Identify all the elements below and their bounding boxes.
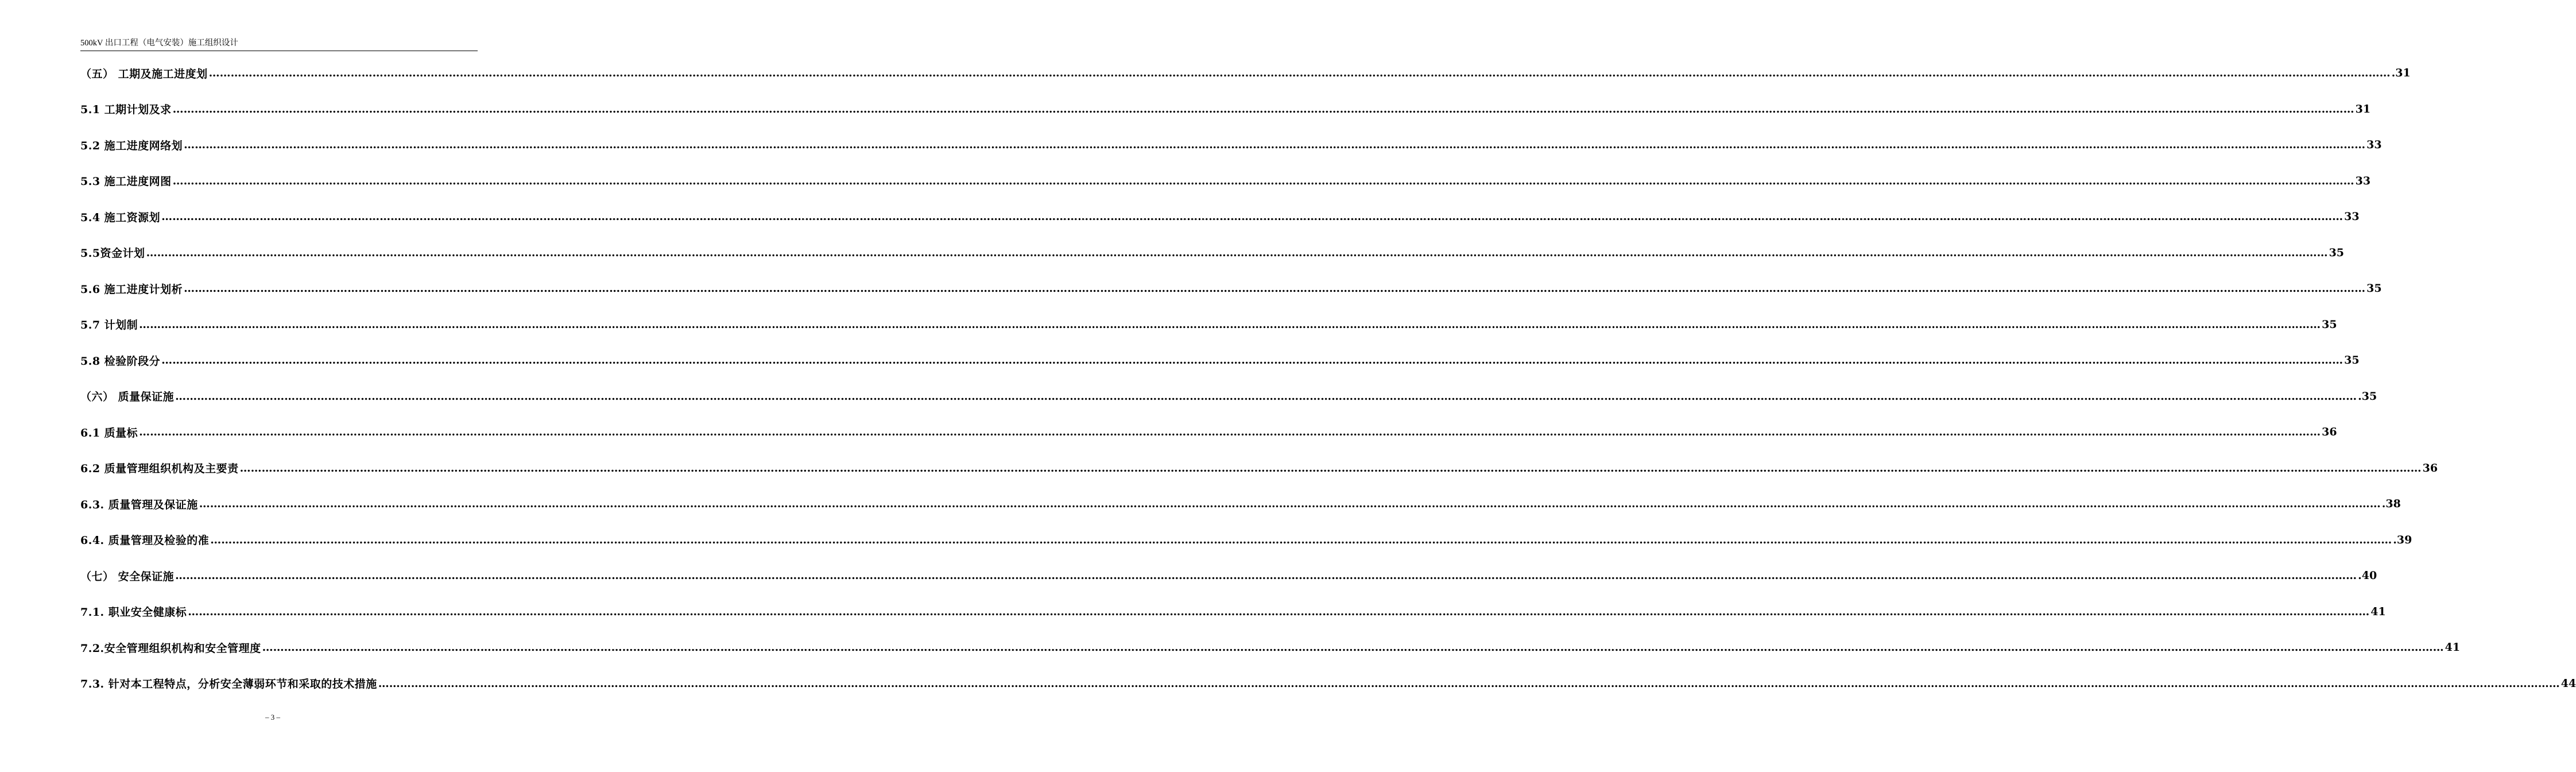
toc-entry[interactable] bbox=[80, 379, 2377, 415]
toc-entry[interactable] bbox=[80, 163, 2371, 199]
toc-leader-dots: …………………………………………………………………………………………………………………………………………………………………………………………………………………………………………………………………………………………………………………………………………………………………………………………………………………………………………………………………………………………………………………………………………………… bbox=[139, 318, 2321, 331]
toc-entry[interactable] bbox=[80, 235, 2345, 271]
toc-leader-dots: …………………………………………………………………………………………………………………………………………………………………………………………………………………………………………………………………………………………………………………………………………………………………………………………………………………………………………………………………………………………………………………………………………………… bbox=[184, 282, 2366, 295]
toc-entry-page: 35 bbox=[2322, 318, 2337, 331]
toc-leader-dots: …………………………………………………………………………………………………………………………………………………………………………………………………………………………………………………………………………………………………………………………………………………………………………………………………………………………………………………………………………………………………………………………………………………… bbox=[146, 246, 2328, 259]
toc-entry[interactable] bbox=[80, 55, 2411, 91]
toc-entry[interactable] bbox=[80, 630, 2461, 666]
toc-entry-label: 6.3. 质量管理及保证施 bbox=[80, 498, 198, 511]
toc-entry-page: 33 bbox=[2366, 138, 2382, 152]
toc-entry-label: 6.1 质量标 bbox=[80, 426, 138, 439]
toc-leader-dots: …………………………………………………………………………………………………………………………………………………………………………………………………………………………………………………………………………………………………………………………………………………………………………………………………………………………………………………………………………………………………………………………………………………… bbox=[175, 389, 2357, 403]
toc-entry-page: .31 bbox=[2391, 67, 2411, 80]
toc-entry[interactable] bbox=[80, 199, 2360, 235]
toc-entry-label: 5.3 施工进度网图 bbox=[80, 175, 172, 188]
toc-entry-page: 36 bbox=[2322, 426, 2337, 439]
toc-entry-page: 31 bbox=[2355, 102, 2371, 115]
toc-entry[interactable] bbox=[80, 414, 2337, 450]
toc-entry[interactable] bbox=[80, 486, 2401, 522]
toc-leader-dots: …………………………………………………………………………………………………………………………………………………………………………………………………………………………………………………………………………………………………………………………………………………………………………………………………………………………………………………………………………………………………………………………………………………… bbox=[188, 605, 2370, 618]
toc-entry-label: 7.1. 职业安全健康标 bbox=[80, 606, 187, 619]
toc-entry-page: 44 bbox=[2560, 677, 2576, 690]
toc-entry-page: 33 bbox=[2355, 174, 2371, 187]
toc-leader-dots: …………………………………………………………………………………………………………………………………………………………………………………………………………………………………………………………………………………………………………………………………………………………………………………………………………………………………………………………………………………………………………………………………………………… bbox=[184, 138, 2366, 152]
toc-entry-label: 5.6 施工进度计划析 bbox=[80, 283, 183, 296]
toc-leader-dots: …………………………………………………………………………………………………………………………………………………………………………………………………………………………………………………………………………………………………………………………………………………………………………………………………………………………………………………………………………………………………………………………………………………… bbox=[239, 461, 2422, 474]
toc-entry-label: 7.3. 针对本工程特点，分析安全薄弱环节和采取的技术措施 bbox=[80, 678, 377, 691]
toc-entry[interactable] bbox=[80, 522, 2412, 558]
toc-leader-dots: …………………………………………………………………………………………………………………………………………………………………………………………………………………………………………………………………………………………………………………………………………………………………………………………………………………………………………………………………………………………………………………………………………………… bbox=[210, 533, 2392, 546]
toc-leader-dots: …………………………………………………………………………………………………………………………………………………………………………………………………………………………………………………………………………………………………………………………………………………………………………………………………………………………………………………………………………………………………………………………………………………… bbox=[172, 102, 2354, 115]
toc-entry-label: （七） 安全保证施 bbox=[80, 570, 175, 583]
toc-leader-dots: …………………………………………………………………………………………………………………………………………………………………………………………………………………………………………………………………………………………………………………………………………………………………………………………………………………………………………………………………………………………………………………………………………………… bbox=[139, 426, 2321, 439]
toc-entry-page: 36 bbox=[2422, 461, 2438, 474]
toc-entry-label: （五） 工期及施工进度划 bbox=[80, 67, 208, 80]
toc-entry-label: 6.4. 质量管理及检验的准 bbox=[80, 534, 210, 547]
toc-entry[interactable] bbox=[80, 558, 2377, 594]
toc-entry-page: .39 bbox=[2393, 533, 2412, 546]
toc-entry-page: 35 bbox=[2329, 246, 2345, 259]
toc-leader-dots: …………………………………………………………………………………………………………………………………………………………………………………………………………………………………………………………………………………………………………………………………………………………………………………………………………………………………………………………………………………………………………………………………………………… bbox=[199, 497, 2381, 511]
toc-leader-dots: …………………………………………………………………………………………………………………………………………………………………………………………………………………………………………………………………………………………………………………………………………………………………………………………………………………………………………………………………………………………………………………………………………………… bbox=[262, 641, 2444, 654]
toc-entry-page: 33 bbox=[2344, 210, 2360, 223]
toc-entry-page: .35 bbox=[2358, 389, 2377, 403]
toc-entry[interactable] bbox=[80, 666, 2576, 702]
toc-entry-label: 6.2 质量管理组织机构及主要责 bbox=[80, 462, 239, 476]
toc-entry-page: 35 bbox=[2344, 354, 2360, 367]
toc-entry-page: 35 bbox=[2366, 282, 2382, 295]
toc-entry[interactable] bbox=[80, 342, 2360, 379]
toc-entry-label: 5.8 检验阶段分 bbox=[80, 354, 161, 368]
toc-leader-dots: …………………………………………………………………………………………………………………………………………………………………………………………………………………………………………………………………………………………………………………………………………………………………………………………………………………………………………………………………………………………………………………………………………………… bbox=[161, 210, 2343, 223]
toc-leader-dots: …………………………………………………………………………………………………………………………………………………………………………………………………………………………………………………………………………………………………………………………………………………………………………………………………………………………………………………………………………………………………………………………………………………… bbox=[175, 569, 2357, 582]
toc-entry[interactable] bbox=[80, 271, 2382, 307]
toc-entry-page: .40 bbox=[2358, 569, 2377, 582]
toc-entry[interactable] bbox=[80, 127, 2382, 163]
toc-leader-dots: …………………………………………………………………………………………………………………………………………………………………………………………………………………………………………………………………………………………………………………………………………………………………………………………………………………………………………………………………………………………………………………………………………………… bbox=[161, 354, 2343, 367]
toc-entry[interactable] bbox=[80, 307, 2337, 343]
toc-leader-dots: …………………………………………………………………………………………………………………………………………………………………………………………………………………………………………………………………………………………………………………………………………………………………………………………………………………………………………………………………………………………………………………………………………………… bbox=[208, 67, 2391, 80]
running-header: 500kV 出口工程（电气安装）施工组织设计 bbox=[80, 38, 238, 48]
toc-entry-page: .38 bbox=[2381, 497, 2401, 511]
toc-entry-label: 5.2 施工进度网络划 bbox=[80, 139, 183, 152]
toc-entry[interactable] bbox=[80, 450, 2438, 487]
toc-entry-label: 5.7 计划制 bbox=[80, 319, 138, 332]
toc-entry-label: 5.5资金计划 bbox=[80, 247, 145, 260]
toc-entry[interactable] bbox=[80, 91, 2371, 128]
toc-entry-label: 5.4 施工资源划 bbox=[80, 211, 161, 224]
table-of-contents bbox=[80, 55, 2576, 701]
toc-entry-label: （六） 质量保证施 bbox=[80, 391, 175, 404]
toc-entry[interactable] bbox=[80, 594, 2386, 630]
toc-entry-label: 7.2.安全管理组织机构和安全管理度 bbox=[80, 642, 261, 655]
page-number: – 3 – bbox=[265, 713, 280, 721]
toc-entry-page: 41 bbox=[2370, 605, 2386, 618]
toc-entry-page: 41 bbox=[2445, 641, 2461, 654]
toc-leader-dots: …………………………………………………………………………………………………………………………………………………………………………………………………………………………………………………………………………………………………………………………………………………………………………………………………………………………………………………………………………………………………………………………………………………… bbox=[172, 174, 2354, 187]
toc-entry-label: 5.1 工期计划及求 bbox=[80, 103, 172, 117]
toc-leader-dots: …………………………………………………………………………………………………………………………………………………………………………………………………………………………………………………………………………………………………………………………………………………………………………………………………………………………………………………………………………………………………………………………………………………… bbox=[378, 677, 2560, 690]
